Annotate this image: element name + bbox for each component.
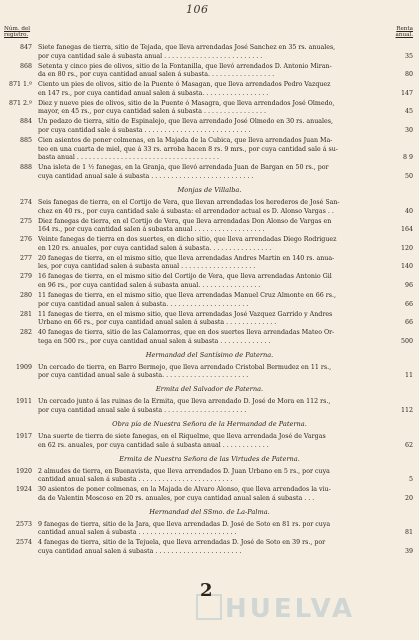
entry-text-line: 2 almudes de tierra, en Buenavista, que lleva arrendados D. Juan Urbano en 5 rs., por cuya — [38, 467, 330, 475]
entry-text-line: en 62 rs. anuales, por cuya cantidad sale á subasta anual . . . . . . . . . . . . — [38, 441, 269, 449]
entry-text-line: Un pedazo de tierra, sitio de Espinalejo, que lleva arrendado José Olmedo en 30 rs. anuales, — [38, 118, 333, 126]
section-heading: Ermita del Salvador de Paterna. — [155, 385, 264, 394]
entry-text-line: por cuya cantidad sale á subasta . . . . . . . . . . . . . . . . . . . . . . . . . . . — [38, 127, 251, 135]
rent-amount: 5 — [408, 476, 413, 484]
entry-text-line: Una isleta de 1 ½ fanegas, en la Granja, que llevó arrendada Juan de Bargan en 50 rs., por — [38, 164, 329, 172]
entry-text-line: cantidad anual salen á subasta . . . . . . . . . . . . . . . . . . . . . . . . — [38, 476, 233, 484]
entry-text-line: 4 fanegas de tierra, sitio de la Tejuela, que lleva arrendadas D. José de Soto en 39 rs., por — [38, 539, 326, 547]
rent-amount: 30 — [404, 127, 413, 135]
entry-text-line: en 96 rs., por cuya cantidad salen á subasta anual. . . . . . . . . . . . . . . . — [38, 281, 261, 289]
rent-amount: 500 — [400, 337, 413, 345]
rent-amount: 45 — [404, 108, 413, 116]
header-label: anual. — [395, 32, 413, 39]
entry-text-line: Diez fanegas de tierra, en el Cortijo de Vera, que lleva arrendadas Don Alonso de Vargas en — [38, 217, 332, 225]
entry-text-line: 40 fanegas de tierra, sitio de las Calamorras, que en dos suertes lleva arrendadas Mateo Or- — [38, 329, 335, 337]
entry-text-line: Veinte fanegas de tierra en dos suertes, en dicho sitio, que lleva arrendadas Diego Rodriguez — [38, 236, 337, 244]
registry-number: 2573 — [15, 520, 32, 528]
header-label: Renta — [396, 26, 413, 32]
rent-amount: 80 — [404, 71, 413, 79]
rent-amount: 40 — [404, 207, 413, 215]
rent-amount: 35 — [404, 52, 413, 60]
rent-amount: 81 — [404, 529, 413, 537]
entry-text-line: Siete fanegas de tierra, sitio de Tejada, que lleva arrendadas José Sanchez en 35 rs. anuales, — [38, 44, 336, 51]
entry-text-line: teo en una cuarta de miel, que á 33 rs. arroba hacen 8 rs. 9 mrs., por cuya cantidad sale á su- — [38, 145, 338, 153]
entry-text-line: chez en 40 rs., por cuya cantidad sale á subasta: el arrendador actual es D. Alonso Vargas . . — [38, 207, 334, 215]
section-heading: Hermandad del Santísimo de Paterna. — [145, 350, 274, 359]
rent-amount: 140 — [400, 263, 413, 271]
rent-amount: 147 — [400, 89, 413, 97]
rent-amount: 62 — [404, 441, 413, 449]
column-header-registry — [4, 26, 30, 39]
entry-text-line: 30 asientos de poner colmenas, en la Majada de Alvaro Alonso, que lleva arrendados la viu- — [38, 486, 331, 494]
entry-text-line: cuya cantidad anual salen á subasta . . . . . . . . . . . . . . . . . . . . . . — [38, 547, 242, 555]
entry-text-line: Seis fanegas de tierra, en el Cortijo de Vera, que llevan arrendadas los herederos de José San- — [38, 198, 340, 206]
entry-text-line: cuya cantidad anual sale á subasta . . . . . . . . . . . . . . . . . . . . . . . . . . — [38, 172, 254, 180]
entry-text-line: Urbano en 66 rs., por cuya cantidad anual salen á subasta . . . . . . . . . . . . . — [38, 319, 277, 327]
registry-number: 1917 — [15, 432, 32, 440]
header-label: registro. — [4, 32, 29, 39]
registry-number: 274 — [19, 198, 32, 206]
entry-text-line: Diez y nueve pies de olivos, sitio de la Puente ó Masagra, que lleva arrendados José Olmedo, — [38, 99, 335, 107]
watermark: HUELVA — [225, 594, 356, 624]
entry-text-line: 9 fanegas de tierra, sitio de la Jara, que lleva arrendadas D. José de Soto en 81 rs. por cuya — [38, 520, 331, 528]
section-heading: Obra pía de Nuestra Señora de la Hermandad de Paterna. — [112, 419, 307, 428]
entry-text-line: en 120 rs. anuales, por cuya cantidad salen á subasta. . . . . . . . . . . . . . . . — [38, 244, 272, 252]
registry-number: 1920 — [15, 467, 32, 475]
entry-text-line: 20 fanegas de tierra, en el mismo sitio, que lleva arrendadas Andres Martin en 140 rs. anua- — [38, 254, 335, 262]
rent-amount: 11 — [404, 372, 413, 380]
rent-amount: 50 — [404, 172, 413, 180]
entry-text-line: 11 fanegas de tierra, en el mismo sitio, que lleva arrendadas Manuel Cruz Almonte en 66 rs., — [38, 291, 336, 299]
rent-amount: 20 — [404, 494, 413, 502]
section-heading: Hermandad del SSmo. de La-Palma. — [149, 507, 270, 516]
entry-text-line: por cuya cantidad anual sale á subasta . . . . . . . . . . . . . . . . . . . . . — [38, 406, 247, 414]
registry-number: 1911 — [15, 398, 32, 406]
registry-number: 868 — [19, 62, 32, 70]
registry-number: 871 1.º — [9, 81, 32, 89]
entry-text-line: en 147 rs., por cuya cantidad anual salen á subasta. . . . . . . . . . . . . . . . . — [38, 89, 269, 97]
column-header-rent — [396, 26, 413, 39]
entry-text-line: Ciento un pies de olivos, sitio de la Puente ó Masagan, que lleva arrendados Pedro Vazquez — [38, 81, 331, 89]
entry-text-line: basta anual . . . . . . . . . . . . . . . . . . . . . . . . . . . . . . . . . . . . — [38, 154, 220, 162]
registry-number: 871 2.º — [9, 99, 32, 107]
entry-text-line: 16 fanegas de tierra, en el mismo sitio del Cortijo de Vera, que lleva arrendadas Antonio Gil — [38, 273, 332, 281]
header-label: Núm. del — [4, 26, 31, 32]
registry-number: 1924 — [15, 486, 32, 494]
entry-text-line: les, por cuya cantidad salen á subasta anual . . . . . . . . . . . . . . . . . . . — [38, 263, 256, 271]
entry-text-line: Cien asientos de poner colmenas, en la Majada de la Cubica, que lleva arrendados Juan Ma- — [38, 137, 333, 144]
entry-text-line: por cuya cantidad sale á subasta anual . . . . . . . . . . . . . . . . . . . . . . . . . — [38, 52, 263, 60]
registry-number: 885 — [19, 137, 32, 144]
entry-text-line: da en 80 rs., por cuya cantidad anual salen á subasta. . . . . . . . . . . . . . . . . — [38, 71, 275, 79]
registry-number: 280 — [19, 291, 32, 299]
rent-amount: 8 9 — [402, 154, 413, 162]
rent-amount: 112 — [400, 406, 413, 414]
section-heading: Ermita de Nuestra Señora de las Virtudes de Paterna. — [119, 454, 300, 463]
entry-text-line: tega en 500 rs., por cuya cantidad anual salen á subasta . . . . . . . . . . . . . — [38, 337, 271, 345]
registry-number: 2574 — [15, 539, 32, 547]
rent-amount: 66 — [404, 300, 413, 308]
rent-amount: 96 — [404, 281, 413, 289]
registry-number: 276 — [19, 236, 32, 244]
registry-number: 1909 — [15, 363, 32, 371]
entry-text-line: 11 fanegas de tierra, en el mismo sitio, que lleva arrendadas José Vazquez Garrido y Andres — [38, 310, 333, 318]
entry-text-line: Un cercado junto á las ruinas de la Ermita, que lleva arrendado D. José de Mora en 112 rs., — [38, 398, 331, 406]
entry-text-line: Un cercado de tierra, en Barro Bermejo, que lleva arrendado Cristobal Bermudez en 11 rs., — [38, 363, 332, 371]
section-heading: Monjas de Villalba. — [177, 185, 242, 194]
rent-amount: 164 — [400, 226, 413, 234]
registry-number: 279 — [19, 273, 32, 281]
rent-amount: 66 — [404, 319, 413, 327]
entry-text-line: Una suerte de tierra de siete fanegas, en el Riquelme, que lleva arrendada José de Vargas — [38, 432, 326, 440]
registry-number: 277 — [19, 254, 32, 262]
registry-number: 282 — [19, 329, 32, 337]
rent-amount: 120 — [400, 244, 413, 252]
registry-number: 884 — [19, 118, 32, 126]
entry-text-line: por cuya cantidad anual sale á subasta. . . . . . . . . . . . . . . . . . . . . . — [38, 372, 249, 380]
entry-text-line: 164 rs., por cuya cantidad salen á subasta anual . . . . . . . . . . . . . . . . . . — [38, 226, 265, 234]
registry-number: 275 — [19, 217, 32, 225]
entry-text-line: mayor, en 45 rs., por cuya cantidad salen á subasta . . . . . . . . . . . . . . . . — [38, 108, 267, 116]
registry-number: 847 — [19, 44, 32, 51]
rent-amount: 39 — [404, 547, 413, 555]
entry-text-line: por cuya cantidad anual salen á subasta. . . . . . . . . . . . . . . . . . . . . — [38, 300, 249, 308]
entry-text-line: da de Valentin Moscoso en 20 rs. anuales, por cuya cantidad anual salen á subasta . . . — [38, 494, 315, 502]
entry-text-line: Setenta y cinco pies de olivos, sitio de la Fontanilla, que llevó arrendados D. Antonio Miran- — [38, 62, 332, 70]
registry-number: 281 — [19, 310, 32, 318]
page-number: 2 — [200, 580, 213, 601]
entry-text-line: cantidad anual salen á subasta . . . . . . . . . . . . . . . . . . . . . . . . . — [38, 529, 237, 537]
handwritten-folio-number: 106 — [186, 3, 209, 16]
registry-number: 888 — [19, 164, 32, 172]
